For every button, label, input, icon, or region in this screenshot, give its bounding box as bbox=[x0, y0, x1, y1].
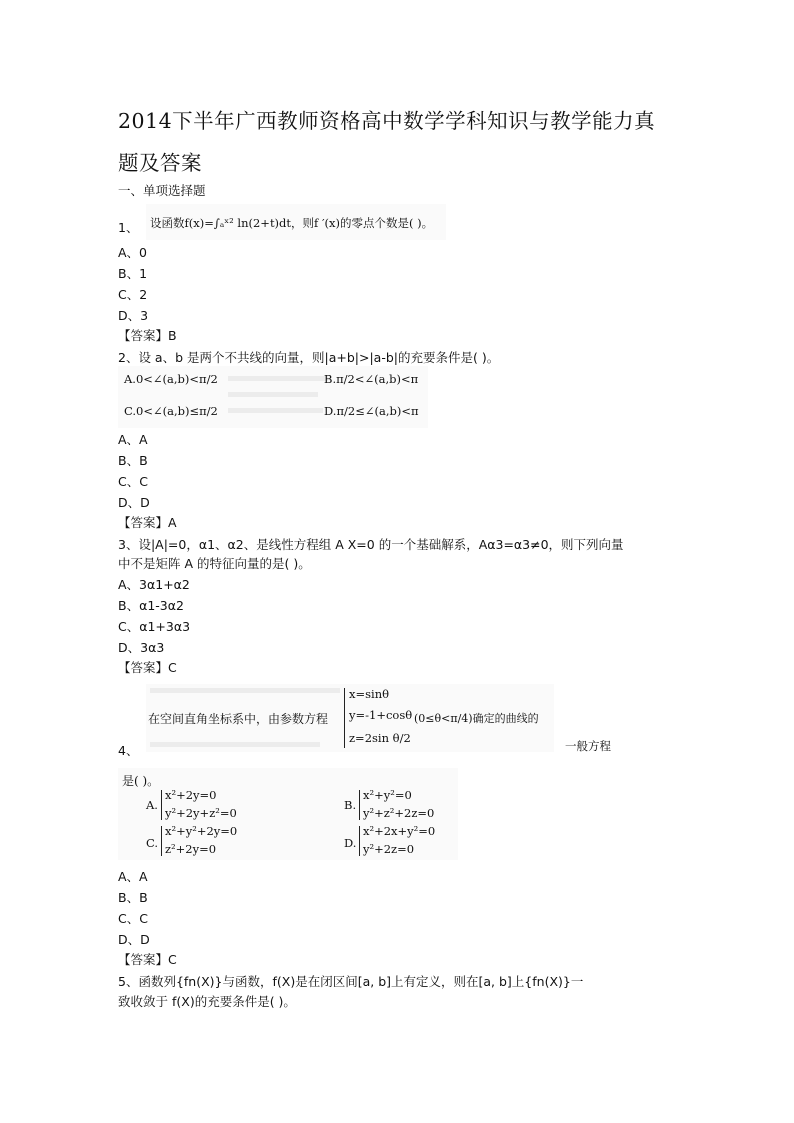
q2-option-a: A、A bbox=[118, 432, 148, 447]
q4-brace-c bbox=[161, 826, 162, 856]
q1-option-a: A、0 bbox=[118, 245, 148, 260]
q4-label-d: D. bbox=[344, 836, 357, 850]
q4-d-eq1: x²+2x+y²=0 bbox=[363, 824, 436, 838]
q4-option-a: A、A bbox=[118, 869, 148, 884]
q4-label-a: A. bbox=[146, 798, 158, 812]
q4-brace-a bbox=[161, 790, 162, 820]
q1-option-c: C、2 bbox=[118, 287, 148, 302]
q4-option-b: B、B bbox=[118, 890, 148, 905]
q4-option-c: C、C bbox=[118, 911, 148, 926]
q3-option-c: C、α1+3α3 bbox=[118, 619, 191, 634]
q4-b-eq2: y²+z²+2z=0 bbox=[363, 806, 435, 820]
q4-tail-text: 一般方程 bbox=[565, 739, 611, 753]
q4-prefix-text: 在空间直角坐标系中，由参数方程 bbox=[148, 712, 329, 726]
q2-img-option-d: D.π/2≤∠(a,b)<π bbox=[324, 404, 419, 418]
q4-c-eq2: z²+2y=0 bbox=[165, 842, 217, 856]
q2-img-option-a: A.0<∠(a,b)<π/2 bbox=[124, 372, 218, 386]
q4-options-image bbox=[118, 768, 458, 860]
q4-system-brace bbox=[344, 688, 345, 748]
q4-a-eq2: y²+2y+z²=0 bbox=[165, 806, 237, 820]
q1-formula-image bbox=[146, 204, 446, 240]
q2-options-image bbox=[118, 366, 428, 428]
q5-stem-line1: 5、函数列{fn(X)}与函数，f(X)是在闭区间[a, b]上有定义，则在[a, b]上{fn(X)}一 bbox=[118, 974, 584, 989]
q3-answer: 【答案】C bbox=[118, 660, 177, 675]
page-title-line2: 题及答案 bbox=[118, 151, 202, 175]
q4-option-d: D、D bbox=[118, 932, 150, 947]
q4-label-b: B. bbox=[344, 798, 357, 812]
q2-img-option-c: C.0<∠(a,b)≤π/2 bbox=[124, 404, 218, 418]
q4-sys-y: y=-1+cosθ bbox=[349, 708, 413, 722]
q4-range-text: (0≤θ<π/4)确定的曲线的 bbox=[414, 712, 539, 725]
q4-d-eq2: y²+2z=0 bbox=[363, 842, 415, 856]
q4-number: 4、 bbox=[118, 743, 139, 758]
page-title-line1: 2014下半年广西教师资格高中数学学科知识与教学能力真 bbox=[118, 109, 656, 133]
section-heading: 一、单项选择题 bbox=[118, 183, 206, 198]
q1-answer: 【答案】B bbox=[118, 328, 177, 343]
q1-option-d: D、3 bbox=[118, 308, 149, 323]
q3-option-d: D、3α3 bbox=[118, 640, 165, 655]
q3-option-a: A、3α1+α2 bbox=[118, 577, 190, 592]
q2-option-b: B、B bbox=[118, 453, 148, 468]
q4-brace-d bbox=[359, 826, 360, 856]
q4-is-text: 是( )。 bbox=[122, 774, 160, 788]
q4-equation-image bbox=[146, 684, 554, 752]
q3-option-b: B、α1-3α2 bbox=[118, 598, 184, 613]
q2-answer: 【答案】A bbox=[118, 515, 177, 530]
q2-option-d: D、D bbox=[118, 495, 150, 510]
q4-b-eq1: x²+y²=0 bbox=[363, 788, 412, 802]
q1-formula-text: 设函数f(x)=∫ₐˣ² ln(2+t)dt，则f ′(x)的零点个数是( )。 bbox=[150, 216, 434, 230]
q1-number: 1、 bbox=[118, 220, 139, 235]
q1-option-b: B、1 bbox=[118, 266, 148, 281]
q4-brace-b bbox=[359, 790, 360, 820]
q4-c-eq1: x²+y²+2y=0 bbox=[165, 824, 238, 838]
q5-stem-line2: 致收敛于 f(X)的充要条件是( )。 bbox=[118, 994, 296, 1009]
q2-stem: 2、设 a、b 是两个不共线的向量，则|a+b|>|a-b|的充要条件是( )。 bbox=[118, 350, 500, 365]
q2-option-c: C、C bbox=[118, 474, 148, 489]
q4-a-eq1: x²+2y=0 bbox=[165, 788, 217, 802]
q4-sys-z: z=2sin θ/2 bbox=[349, 731, 411, 745]
q2-img-option-b: B.π/2<∠(a,b)<π bbox=[324, 372, 419, 386]
q3-stem-line1: 3、设|A|=0，α1、α2、是线性方程组 A X=0 的一个基础解系，Aα3=α3≠0，则下列向量 bbox=[118, 537, 624, 552]
q3-stem-line2: 中不是矩阵 A 的特征向量的是( )。 bbox=[118, 556, 311, 571]
q4-sys-x: x=sinθ bbox=[349, 687, 390, 701]
q4-label-c: C. bbox=[146, 836, 159, 850]
q4-answer: 【答案】C bbox=[118, 952, 177, 967]
